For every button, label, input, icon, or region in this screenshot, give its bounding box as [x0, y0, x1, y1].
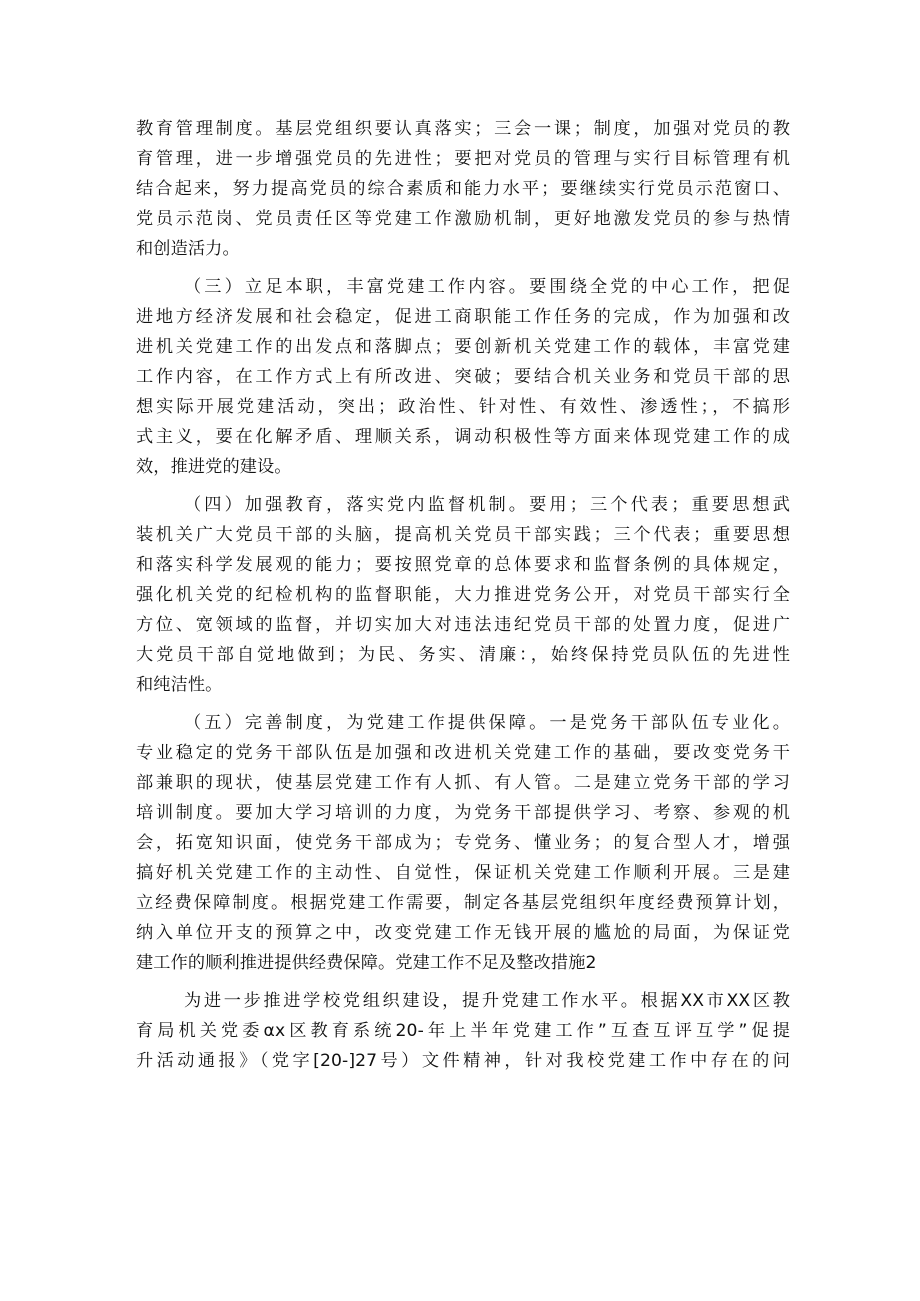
- paragraph: [136, 490, 790, 700]
- text-line: （四）加强教育，落实党内监督机制。要用；三个代表；重要思想武: [184, 495, 790, 515]
- text-line: 结合起来，努力提高党员的综合素质和能力水平；要继续实行党员示范窗口、: [136, 179, 790, 199]
- text-line: 立经费保障制度。根据党建工作需要，制定各基层党组织年度经费预算计划，: [136, 893, 790, 913]
- text-line: （五）完善制度，为党建工作提供保障。一是党务干部队伍专业化。: [184, 713, 790, 733]
- paragraph: [136, 708, 790, 978]
- text-line: 搞好机关党建工作的主动性、自觉性，保证机关党建工作顺利开展。三是建: [136, 863, 790, 883]
- text-line: 建工作的顺利推进提供经费保障。党建工作不足及整改措施2: [136, 953, 597, 973]
- text-line: （三）立足本职，丰富党建工作内容。要围绕全党的中心工作，把促: [184, 277, 790, 297]
- text-line: 培训制度。要加大学习培训的力度，为党务干部提供学习、考察、参观的机: [136, 803, 790, 823]
- text-line: 进机关党建工作的出发点和落脚点；要创新机关党建工作的载体，丰富党建: [136, 337, 790, 357]
- text-line: 工作内容，在工作方式上有所改进、突破；要结合机关业务和党员干部的思: [136, 367, 790, 387]
- text-line: 和落实科学发展观的能力；要按照党章的总体要求和监督条例的具体规定，: [136, 555, 790, 575]
- text-line: 想实际开展党建活动，突出；政治性、针对性、有效性、渗透性；，不搞形: [136, 397, 790, 417]
- text-line: 大党员干部自觉地做到；为民、务实、清廉：，始终保持党员队伍的先进性: [136, 645, 790, 665]
- text-line: 方位、宽领域的监督，并切实加大对违法违纪党员干部的处置力度，促进广: [136, 615, 790, 635]
- text-line: 育管理，进一步增强党员的先进性；要把对党员的管理与实行目标管理有机: [136, 149, 790, 169]
- text-line: 党员示范岗、党员责任区等党建工作激励机制，更好地激发党员的参与热情: [136, 209, 790, 229]
- text-line: 专业稳定的党务干部队伍是加强和改进机关党建工作的基础，要改变党务干: [136, 743, 790, 763]
- document-body: [136, 114, 790, 1076]
- paragraph: [136, 986, 790, 1076]
- paragraph: [136, 114, 790, 264]
- text-line: 式主义，要在化解矛盾、理顺关系，调动积极性等方面来体现党建工作的成: [136, 427, 790, 447]
- text-line: 纳入单位开支的预算之中，改变党建工作无钱开展的尴尬的局面，为保证党: [136, 923, 790, 943]
- paragraph: [136, 272, 790, 482]
- text-line: 和创造活力。: [136, 239, 240, 259]
- text-line: 强化机关党的纪检机构的监督职能，大力推进党务公开，对党员干部实行全: [136, 585, 790, 605]
- text-line: 部兼职的现状，使基层党建工作有人抓、有人管。二是建立党务干部的学习: [136, 773, 790, 793]
- text-line: 效，推进党的建设。: [136, 457, 292, 477]
- text-line: 和纯洁性。: [136, 675, 223, 695]
- text-line: 为进一步推进学校党组织建设，提升党建工作水平。根据XX市XX区教: [184, 991, 790, 1011]
- text-line: 会，拓宽知识面，使党务干部成为；专党务、懂业务；的复合型人才，增强: [136, 833, 790, 853]
- text-line: 教育管理制度。基层党组织要认真落实；三会一课；制度，加强对党员的教: [136, 119, 790, 139]
- text-line: 升活动通报》（党字[20-]27号）文件精神，针对我校党建工作中存在的问: [136, 1051, 790, 1071]
- text-line: 育局机关党委αx区教育系统20-年上半年党建工作”互查互评互学”促提: [136, 1021, 790, 1041]
- text-line: 进地方经济发展和社会稳定，促进工商职能工作任务的完成，作为加强和改: [136, 307, 790, 327]
- text-line: 装机关广大党员干部的头脑，提高机关党员干部实践；三个代表；重要思想: [136, 525, 790, 545]
